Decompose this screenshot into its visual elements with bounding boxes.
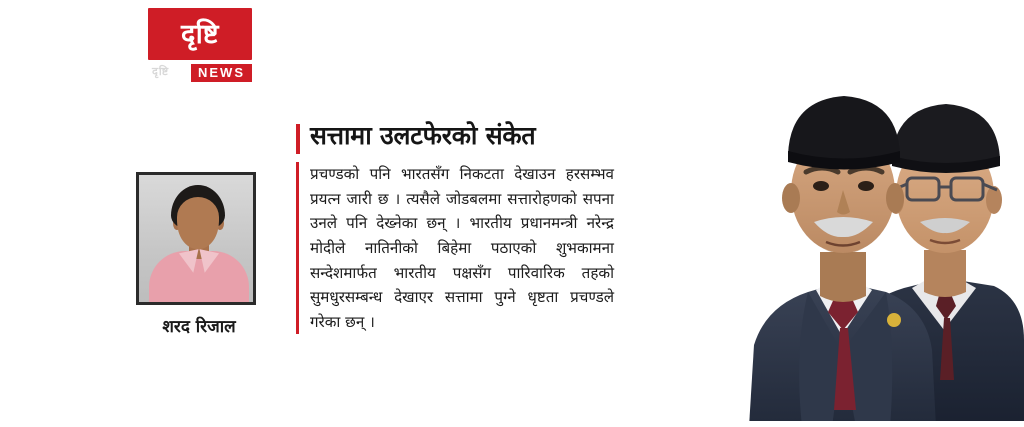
author-name: शरद रिजाल — [162, 317, 236, 337]
politicians-photo — [594, 0, 1024, 427]
author-card — [136, 172, 262, 339]
footer-strip — [0, 421, 1024, 427]
photo-face — [177, 197, 219, 249]
page-title: सत्तामा उलटफेरको संकेत — [310, 121, 536, 150]
politicians-illustration — [594, 0, 1024, 427]
headline-row — [296, 122, 614, 154]
brand-logo — [148, 8, 252, 86]
logo-watermark: दृष्टि — [152, 66, 170, 78]
article-block — [296, 122, 614, 334]
author-photo — [136, 172, 256, 305]
body-row — [296, 162, 614, 334]
logo-mark — [148, 8, 252, 60]
article-body: प्रचण्डको पनि भारतसँग निकटता देखाउन हरसम्भव प्रयत्न जारी छ । त्यसैले जोडबलमा सत्तारोहणको सपना उनले पनि देख्नेका छन् । भारतीय प्रधानमन्त्री नरेन्द्र मोदीले नातिनीको बिहेमा पठाएको शुभकामना सन्देशमार्फत भारतीय पक्षसँग पारिवारिक तहको सुमधुरसम्बन्ध देखाएर सत्तामा पुग्ने धृष्टता प्रचण्डले गरेका छन् । — [310, 165, 614, 331]
logo-text: दृष्टि — [180, 18, 220, 50]
body-accent-rule — [296, 162, 299, 334]
logo-news-label: NEWS — [191, 64, 252, 82]
headline-accent-rule — [296, 124, 300, 154]
